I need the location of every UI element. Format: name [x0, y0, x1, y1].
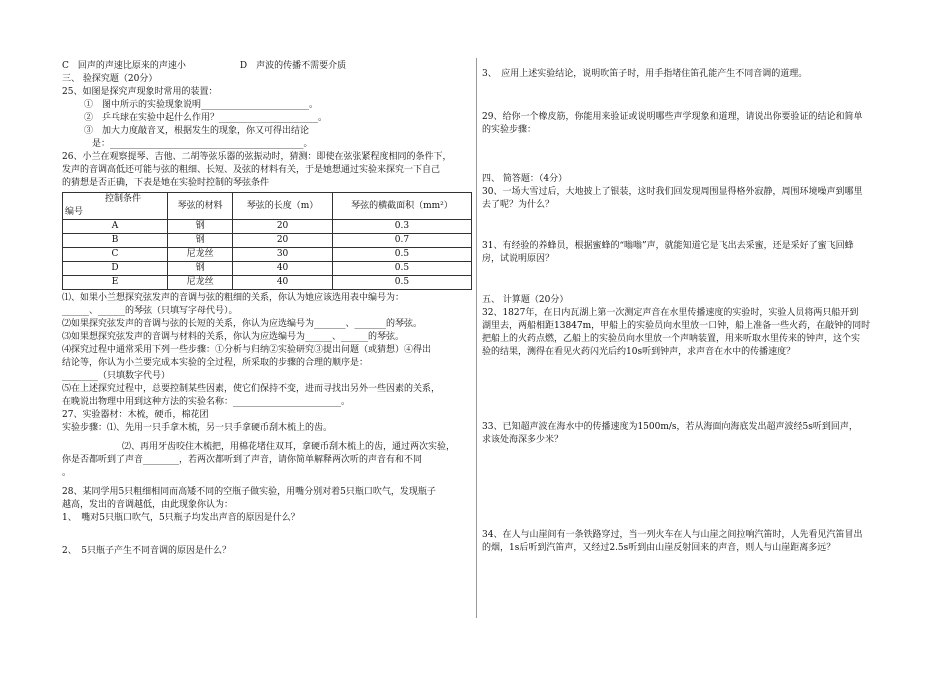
q28-item1: 1、 嘴对5只瓶口吹气，5只瓶子均发出声音的原因是什么？ [62, 513, 300, 523]
table-cell-area: 0.7 [332, 234, 471, 248]
q27-step2: ⑵、再用牙齿咬住木梳把，用棉花堵住双耳，拿硬币刮木梳上的齿，通过两次实验， [122, 442, 456, 452]
table-row [63, 248, 472, 262]
table-cell-id: E [63, 276, 168, 290]
table-header-length: 琴弦的长度（m） [233, 193, 333, 220]
q34-line2: 的烟，1s后听到汽笛声，又经过2.5s听到由山崖反射回来的声音，则人与山崖距离多远？ [482, 543, 836, 553]
table-header-area: 琴弦的横截面积（mm²） [332, 193, 471, 220]
column-divider [476, 58, 477, 618]
table-row [63, 276, 472, 290]
q32-line3: 把船上的火药点燃，乙船上的实验员向水里放一个声呐装置，用来听取水里传来的钟声，这个实 [482, 334, 861, 344]
table-cell-length: 40 [233, 262, 333, 276]
table-row [63, 262, 472, 276]
table-cell-length: 40 [233, 276, 333, 290]
table-cell-material: 钢 [168, 262, 233, 276]
q32-line2: 湖里去，两船相距13847m，甲船上的实验员向水里放一口钟，船上准备一些火药，在敲钟的同时 [482, 321, 871, 331]
q26-sub4-line1: ⑷探究过程中通常采用下列一些步骤：①分析与归纳②实验研究③提出问题（或猜想）④得出 [62, 345, 432, 355]
q25-title: 25、如图是探究声现象时常用的装置： [62, 87, 218, 97]
table-row [63, 234, 472, 248]
q24-options: C 回声的声速比原来的声速小 D 声波的传播不需要介质 [62, 61, 347, 71]
q25-item3-cont: 是：___________________________________________。 [92, 139, 313, 149]
q25-item3: ③ 加大力度敲音叉，根据发生的现象，你又可得出结论 [84, 126, 310, 136]
table-cell-area: 0.5 [332, 276, 471, 290]
q30-line1: 30、一场大雪过后，大地披上了银装，这时我们回发现周围显得格外寂静，周围环境噪声到哪里 [482, 187, 863, 197]
table-cell-id: C [63, 248, 168, 262]
section5-title: 五、 计算题（20分） [482, 295, 569, 305]
table-header-material: 琴弦的材料 [168, 193, 233, 220]
section3-title: 三、 验探究题（20分） [62, 74, 158, 84]
q34-line1: 34、在人与山崖间有一条铁路穿过，当一列火车在人与山崖之间拉响汽笛时，人先看见汽笛冒出 [482, 530, 863, 540]
table-cell-area: 0.5 [332, 248, 471, 262]
table-row [63, 220, 472, 234]
q25-item1: ① 图中所示的实验现象说明________________________。 [84, 100, 319, 110]
q28-line2: 越高，发出的音调越低，由此现象你认为： [62, 500, 234, 510]
q28-line1: 28、某同学用5只粗细相同而高矮不同的空瓶子做实验，用嘴分别对着5只瓶口吹气，发现瓶子 [62, 487, 436, 497]
table-header-row [63, 193, 472, 220]
table-cell-area: 0.3 [332, 220, 471, 234]
table-cell-area: 0.5 [332, 262, 471, 276]
table-cell-material: 尼龙丝 [168, 248, 233, 262]
table-cell-id: D [63, 262, 168, 276]
q27-title: 27、实验器材：木梳，硬币，棉花团 [62, 410, 209, 420]
table-header-number-label: 编号 [65, 207, 84, 217]
right-column [482, 60, 902, 555]
q29-line1: 29、给你一个橡皮筋，你能用来验证或说明哪些声学现象和道理，请说出你要验证的结论和简单 [482, 112, 863, 122]
q26-sub5-line2: 在晚说出物理中用到这种方法的实验名称：________________________。 [62, 397, 351, 407]
q26-line3: 的猜想是否正确，下表是她在实验时控制的琴弦条件 [62, 178, 270, 188]
q28-item3: 3、 应用上述实验结论，说明吹笛子时，用手指堵住笛孔能产生不同音调的道理。 [482, 69, 808, 79]
q32-line4: 验的结果，测得在看见火药闪光后约10s听到钟声，求声音在水中的传播速度？ [482, 347, 796, 357]
q26-sub5-line1: ⑸在上述探究过程中，总要控制某些因素，使它们保持不变，进而寻找出另外一些因素的关系， [62, 384, 441, 394]
section4-title: 四、 简答题：（4分） [482, 174, 568, 184]
table-cell-id: A [63, 220, 168, 234]
q26-sub4-line3: ________（只填数字代号） [62, 371, 171, 381]
q28-item2: 2、 5只瓶子产生不同音调的原因是什么？ [62, 546, 231, 556]
table-cell-length: 20 [233, 220, 333, 234]
q31-line2: 房，试说明原因？ [482, 254, 555, 264]
q33-line2: 求该处海深多少米？ [482, 435, 564, 445]
table-cell-id: B [63, 234, 168, 248]
q27-step1: 实验步骤：⑴、先用一只手拿木梳，另一只手拿硬币刮木梳上的齿。 [62, 423, 333, 433]
q32-line1: 32、1827年，在日内瓦湖上第一次测定声音在水里传播速度的实验时，实验人员将两只船开到 [482, 308, 859, 318]
table-header-control-label: 控制条件 [105, 194, 142, 204]
left-column [62, 60, 472, 558]
q27-step3: 你是否都听到了声音________，若两次都听到了声音，请你简单解释两次听的声音有和不同 [62, 455, 423, 465]
table-cell-material: 钢 [168, 234, 233, 248]
table-cell-material: 尼龙丝 [168, 276, 233, 290]
table-cell-length: 20 [233, 234, 333, 248]
q26-sub1-line2: ______、______的琴弦（只填写字母代号）。 [62, 306, 238, 316]
q26-sub4-line2: 结论等，你认为小兰要完成本实验的全过程，所采取的步骤的合理的顺序是： [62, 358, 369, 368]
q26-sub3: ⑶如果想探究弦发声的音调与材料的关系，你认为应选编号为______、______的琴弦。 [62, 332, 405, 342]
q26-sub1-line1: ⑴、如果小兰想探究弦发声的音调与弦的粗细的关系，你认为她应该选用表中编号为： [62, 293, 405, 303]
q31-line1: 31、有经验的养蜂员，根据蜜蜂的“嗡嗡”声，就能知道它是飞出去采蜜，还是采好了蜜飞回蜂 [482, 241, 854, 251]
q29-line2: 的实验步骤： [482, 125, 537, 135]
q26-sub2: ⑵如果探究弦发声的音调与弦的长短的关系，你认为应选编号为_______、_______的琴弦。 [62, 319, 423, 329]
q26-line1: 26、小兰在观察提琴、吉他、二胡等弦乐器的弦振动时，猜测：即使在弦张紧程度相同的条件下， [62, 152, 452, 162]
table-cell-length: 30 [233, 248, 333, 262]
string-conditions-table [62, 192, 472, 290]
q33-line1: 33、已知超声波在海水中的传播速度为1500m/s，若从海面向海底发出超声波经5s听到回声， [482, 422, 858, 432]
q25-item2: ② 乒乓球在实验中起什么作用？______________________。 [84, 113, 328, 123]
q30-line2: 去了呢？为什么？ [482, 200, 555, 210]
q26-line2: 发声的音调高低还可能与弦的粗细、长短、及弦的材料有关，于是她想通过实验来探究一下自己 [62, 165, 441, 175]
table-cell-material: 钢 [168, 220, 233, 234]
table-header-control [63, 193, 168, 220]
q27-step4: 。 [62, 468, 72, 478]
